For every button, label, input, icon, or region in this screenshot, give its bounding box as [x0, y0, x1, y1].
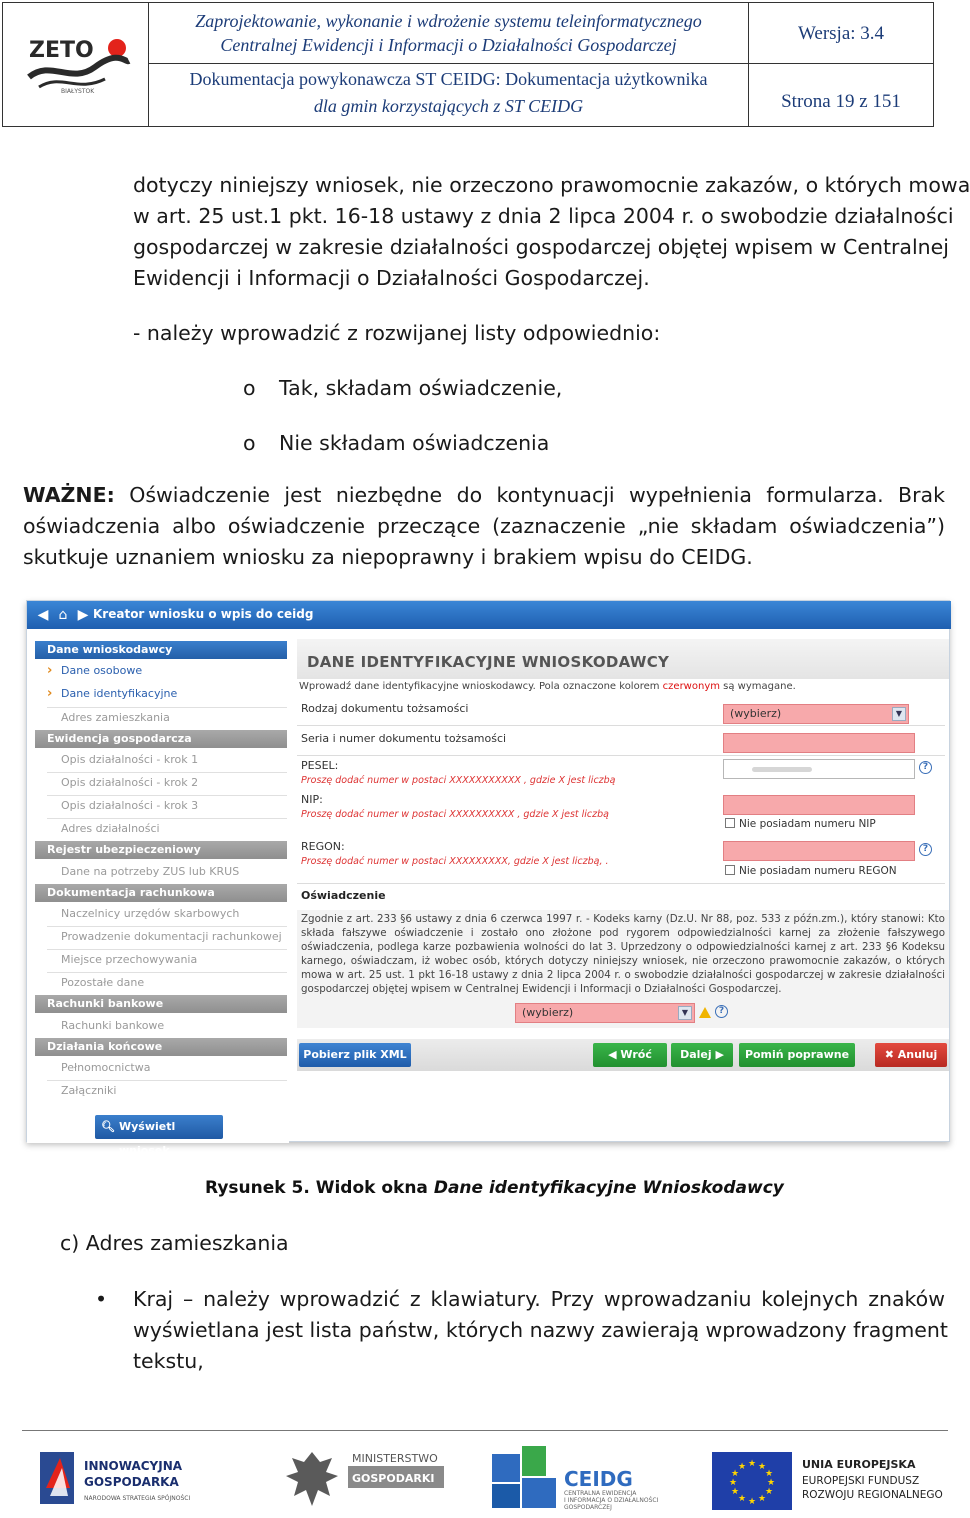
- nip-label: NIP:: [301, 793, 323, 806]
- option-bullet-1: o: [243, 376, 256, 400]
- dash-instruction: - należy wprowadzić z rozwijanej listy odpowiednio:: [133, 321, 661, 345]
- pesel-label: PESEL:: [301, 759, 339, 772]
- svg-text:MINISTERSTWO: MINISTERSTWO: [352, 1452, 438, 1465]
- svg-text:★: ★: [728, 1478, 738, 1488]
- svg-text:★: ★: [737, 1462, 747, 1472]
- important-note: [23, 480, 945, 573]
- innowacyjna-gospodarka-logo: [40, 1448, 220, 1508]
- wizard-title: Kreator wniosku o wpis do ceidg: [93, 607, 314, 621]
- svg-text:EUROPEJSKI FUNDUSZ: EUROPEJSKI FUNDUSZ: [802, 1475, 920, 1487]
- sidebar-item-pozostale[interactable]: Pozostałe dane: [61, 976, 145, 989]
- svg-text:★: ★: [764, 1487, 774, 1497]
- zeto-logo-sub: BIAŁYSTOK: [61, 88, 95, 95]
- no-nip-checkbox[interactable]: Nie posiadam numeru NIP: [725, 818, 876, 830]
- forward-arrow-icon[interactable]: ▶: [77, 607, 89, 623]
- important-line3: skutkuje uznaniem wniosku za niepoprawny i brakiem wpisu do CEIDG.: [23, 545, 753, 569]
- footer-rule: [22, 1430, 948, 1431]
- svg-text:I INFORMACJA O DZIAŁALNOŚCI: I INFORMACJA O DZIAŁALNOŚCI: [564, 1497, 659, 1504]
- doc-type-label: Rodzaj dokumentu tożsamości: [301, 702, 469, 715]
- form-title: DANE IDENTYFIKACYJNE WNIOSKODAWCY: [307, 653, 670, 671]
- chevron-down-icon: ▼: [892, 707, 906, 721]
- page-header: [2, 2, 934, 127]
- header-title-line2: Centralnej Ewidencji i Informacji o Działalności Gospodarczej: [220, 35, 677, 55]
- nip-hint: Proszę dodać numer w postaci XXXXXXXXXX , gdzie X jest liczbą: [301, 809, 609, 820]
- chevron-down-icon: ▼: [678, 1006, 692, 1020]
- svg-text:INNOWACYJNA: INNOWACYJNA: [84, 1459, 183, 1473]
- statement-label: Oświadczenie: [301, 889, 386, 902]
- option-bullet-2: o: [243, 431, 256, 455]
- cancel-button[interactable]: ✖ Anuluj: [875, 1043, 947, 1067]
- statement-text: Zgodnie z art. 233 §6 ustawy z dnia 6 czerwca 1997 r. - Kodeks karny (Dz.U. Nr 88, poz. 533 z późn.zm.), który stanowi: Kto składa fałszywe oświadczenie i zostało ono złożone pod rygorem odpowiedzialności karnej za złożenie fałszywego oświadczenia, podlega karze pozbawienia wolności do lat 3. Uprzedzony o odpowiedzialności karnej z art. 233 §6 Kodeksu karnego, oświadczam, iż wobec osób, których dotyczy niniejszy wniosek, nie orzeczono prawomocnie zakazów, o których mowa w art. 25 ust. 1 pkt 16-18 ustawy z dnia 2 lipca 2004 r. o swobodzie działalności gospodarczej w zakresie działalności gospodarczej objętej wpisem w Centralnej Ewidencji i Informacji o Działalności Gospodarczej.: [301, 913, 945, 995]
- svg-text:ROZWOJU REGIONALNEGO: ROZWOJU REGIONALNEGO: [802, 1489, 943, 1501]
- regon-hint: Proszę dodać numer w postaci XXXXXXXXX, gdzie X jest liczbą, .: [301, 856, 609, 867]
- sidebar-item-miejsce[interactable]: Miejsce przechowywania: [61, 953, 198, 966]
- help-icon[interactable]: ?: [919, 843, 932, 856]
- ceidg-logo: [492, 1446, 682, 1512]
- header-doc-line2: dla gmin korzystających z ST CEIDG: [313, 96, 584, 116]
- sidebar-item-opis-1[interactable]: Opis działalności - krok 1: [61, 753, 199, 766]
- svg-text:CENTRALNA EWIDENCJA: CENTRALNA EWIDENCJA: [564, 1490, 637, 1497]
- doc-series-input[interactable]: [723, 733, 915, 753]
- header-version: Wersja: 3.4: [749, 3, 933, 64]
- sidebar-item-zus[interactable]: Dane na potrzeby ZUS lub KRUS: [61, 865, 240, 878]
- sidebar-item-rachunki[interactable]: Rachunki bankowe: [61, 1019, 165, 1032]
- svg-text:★: ★: [764, 1469, 774, 1479]
- figure-caption: Rysunek 5. Widok okna Dane identyfikacyjne Wnioskodawcy: [205, 1178, 784, 1198]
- regon-label: REGON:: [301, 840, 345, 853]
- sidebar-item-dane-osobowe[interactable]: Dane osobowe: [61, 664, 143, 677]
- svg-text:★: ★: [730, 1487, 740, 1497]
- para1-line2: w art. 25 ust.1 pkt. 16-18 ustawy z dnia 2 lipca 2004 r. o swobodzie działalności: [133, 204, 954, 228]
- ministerstwo-gospodarki-logo: [280, 1446, 450, 1512]
- checkbox-icon: [725, 865, 735, 875]
- sidebar-item-adres-zamieszkania[interactable]: Adres zamieszkania: [61, 711, 170, 724]
- form-intro: Wprowadź dane identyfikacyjne wnioskodawcy. Pola oznaczone kolorem czerwonym są wymagane.: [299, 681, 796, 692]
- doc-series-label: Seria i numer dokumentu tożsamości: [301, 732, 507, 745]
- warning-icon: [699, 1007, 711, 1018]
- sidebar-section-dane[interactable]: Dane wnioskodawcy: [35, 641, 287, 659]
- chevron-right-icon: ›: [47, 686, 53, 701]
- header-logo-cell: [3, 3, 149, 126]
- svg-text:GOSPODARKI: GOSPODARKI: [352, 1472, 435, 1485]
- svg-text:★: ★: [730, 1469, 740, 1479]
- bullet-line1: Kraj – należy wprowadzić z klawiatury. Przy wprowadzaniu kolejnych znaków: [133, 1287, 945, 1311]
- help-icon[interactable]: ?: [919, 761, 932, 774]
- zeto-logo-text: ZETO: [29, 38, 94, 63]
- bullet-icon: •: [95, 1287, 108, 1311]
- header-doc: [149, 64, 749, 126]
- home-icon[interactable]: ⌂: [58, 607, 68, 623]
- sidebar-section-dokumentacja[interactable]: Dokumentacja rachunkowa: [35, 884, 287, 902]
- option-2: Nie składam oświadczenia: [279, 431, 550, 455]
- no-regon-checkbox[interactable]: Nie posiadam numeru REGON: [725, 865, 897, 877]
- para1-line1: dotyczy niniejszy wniosek, nie orzeczono prawomocnie zakazów, o których mowa: [133, 173, 970, 197]
- doc-type-select[interactable]: (wybierz) ▼: [723, 704, 909, 724]
- sidebar-item-opis-3[interactable]: Opis działalności - krok 3: [61, 799, 199, 812]
- header-doc-line1: Dokumentacja powykonawcza ST CEIDG: Dokumentacja użytkownika: [189, 69, 708, 89]
- eu-flag-logo: [712, 1452, 948, 1512]
- help-icon[interactable]: ?: [715, 1005, 728, 1018]
- option-1: Tak, składam oświadczenie,: [279, 376, 563, 400]
- para1-line3: gospodarczej w zakresie działalności gospodarczej objętej wpisem w Centralnej: [133, 235, 949, 259]
- download-xml-button[interactable]: Pobierz plik XML ▦: [299, 1043, 411, 1067]
- sidebar-item-prowadzenie[interactable]: Prowadzenie dokumentacji rachunkowej: [61, 930, 282, 943]
- sidebar-item-opis-2[interactable]: Opis działalności - krok 2: [61, 776, 199, 789]
- svg-text:★: ★: [766, 1478, 776, 1488]
- pesel-hint: Proszę dodać numer w postaci XXXXXXXXXXX , gdzie X jest liczbą: [301, 775, 616, 786]
- wizard-topbar: [27, 601, 951, 629]
- sidebar-item-naczelnicy[interactable]: Naczelnicy urzędów skarbowych: [61, 907, 240, 920]
- back-arrow-icon[interactable]: ◀: [37, 607, 49, 623]
- svg-text:NARODOWA STRATEGIA SPÓJNOŚCI: NARODOWA STRATEGIA SPÓJNOŚCI: [84, 1495, 191, 1502]
- checkbox-icon: [725, 818, 735, 828]
- sidebar-section-ewidencja[interactable]: Ewidencja gospodarcza: [35, 730, 287, 748]
- section-heading: c) Adres zamieszkania: [60, 1231, 289, 1255]
- svg-text:GOSPODARKA: GOSPODARKA: [84, 1475, 179, 1489]
- svg-text:★: ★: [747, 1459, 757, 1469]
- important-line2: oświadczenia albo oświadczenie przeczące (zaznaczenie „nie składam oświadczenia”): [23, 514, 945, 538]
- svg-text:★: ★: [747, 1497, 757, 1507]
- important-label: WAŻNE:: [23, 483, 115, 507]
- nip-input[interactable]: [723, 795, 915, 815]
- form-panel: [289, 629, 951, 1143]
- svg-text:★: ★: [737, 1494, 747, 1504]
- bullet-paragraph: [133, 1284, 948, 1377]
- bullet-line2: wyświetlana jest lista państw, których nazwy zawierają wprowadzony fragment: [133, 1318, 948, 1342]
- bullet-line3: tekstu,: [133, 1349, 204, 1373]
- regon-input[interactable]: [723, 841, 915, 861]
- header-title-line1: Zaprojektowanie, wykonanie i wdrożenie systemu teleinformatycznego: [195, 11, 702, 31]
- figure-screenshot: [26, 600, 950, 1157]
- header-title: [149, 3, 749, 64]
- next-button[interactable]: Dalej ▶: [671, 1043, 733, 1067]
- wizard-sidebar: [27, 629, 289, 1157]
- show-application-button[interactable]: 🔍︎ Wyświetl wniosek: [95, 1115, 223, 1139]
- sidebar-item-zalaczniki[interactable]: Załączniki: [61, 1084, 117, 1097]
- zeto-logo: [25, 33, 135, 95]
- statement-select[interactable]: (wybierz) ▼: [515, 1003, 695, 1023]
- sidebar-section-rejestr[interactable]: Rejestr ubezpieczeniowy: [35, 841, 287, 859]
- back-button[interactable]: ◀ Wróć: [593, 1043, 667, 1067]
- sidebar-item-dane-identyfikacyjne[interactable]: Dane identyfikacyjne: [61, 687, 178, 700]
- header-page-number: Strona 19 z 151: [781, 91, 901, 112]
- important-line1: Oświadczenie jest niezbędne do kontynuacji wypełnienia formularza. Brak: [129, 483, 945, 507]
- paragraph-statement-context: [133, 170, 970, 294]
- chevron-right-icon: ›: [47, 663, 53, 678]
- search-icon: 🔍︎: [101, 1120, 115, 1133]
- pesel-input[interactable]: [723, 759, 915, 779]
- sidebar-item-adres-dzialalnosci[interactable]: Adres działalności: [61, 822, 160, 835]
- sidebar-section-rachunki[interactable]: Rachunki bankowe: [35, 995, 287, 1013]
- svg-text:GOSPODARCZEJ: GOSPODARCZEJ: [564, 1504, 612, 1511]
- svg-text:CEIDG: CEIDG: [564, 1467, 633, 1491]
- svg-text:★: ★: [757, 1462, 767, 1472]
- sidebar-section-dzialania[interactable]: Działania końcowe: [35, 1038, 287, 1056]
- sidebar-item-pelnomocnictwa[interactable]: Pełnomocnictwa: [61, 1061, 151, 1074]
- para1-line4: Ewidencji i Informacji o Działalności Gospodarczej.: [133, 266, 650, 290]
- svg-text:UNIA EUROPEJSKA: UNIA EUROPEJSKA: [802, 1458, 916, 1471]
- skip-correct-button[interactable]: Pomiń poprawne ▶▶: [739, 1043, 855, 1067]
- svg-text:★: ★: [757, 1494, 767, 1504]
